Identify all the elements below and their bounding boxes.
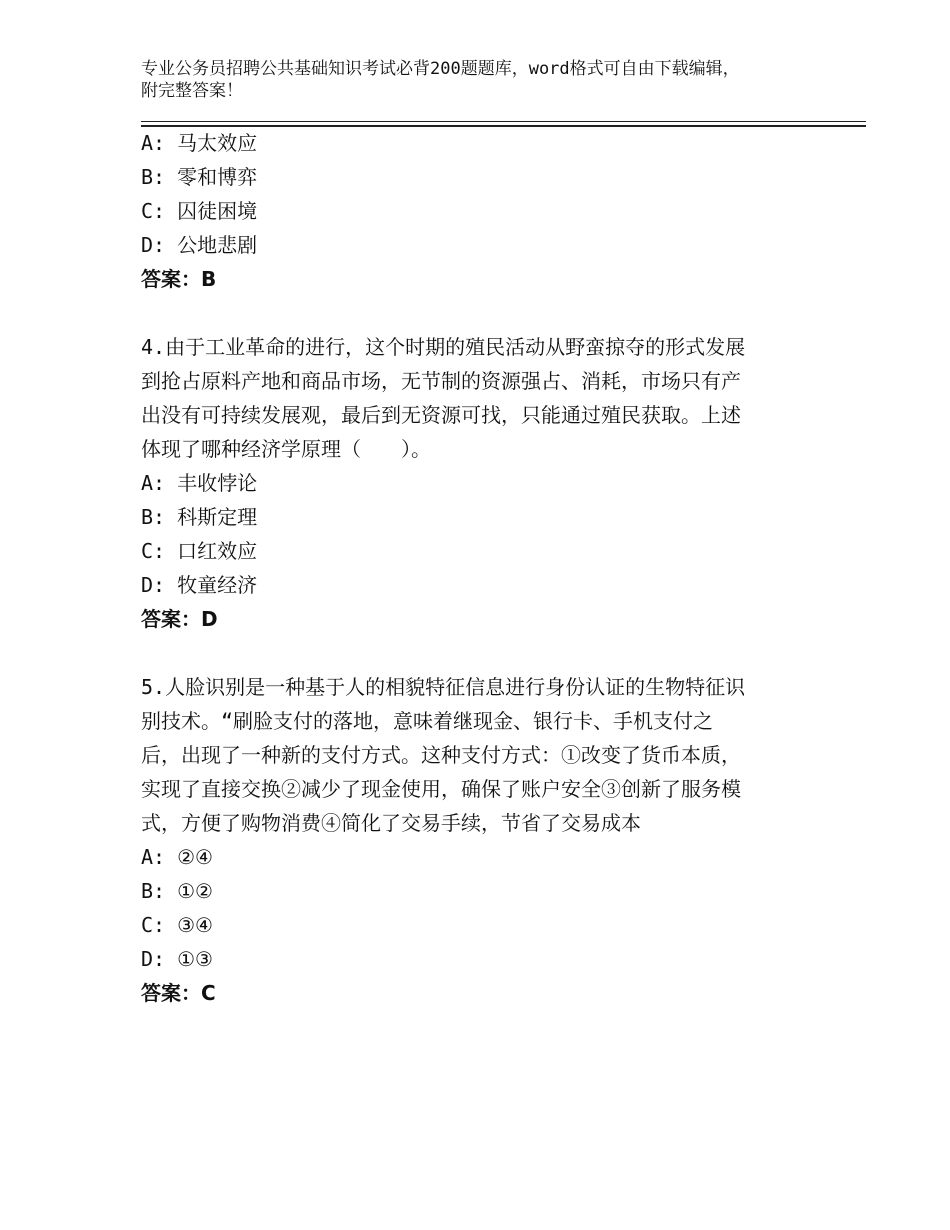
option-d: D: 公地悲剧 — [141, 233, 258, 257]
answer-label: 答案：C — [141, 981, 216, 1005]
header-line-1: 专业公务员招聘公共基础知识考试必背200题题库，word格式可自由下载编辑， — [141, 59, 740, 79]
option-a: A: ②④ — [141, 845, 213, 869]
option-a: A: 丰收悖论 — [141, 471, 258, 495]
option-b: B: 科斯定理 — [141, 505, 258, 529]
option-c: C: 口红效应 — [141, 539, 258, 563]
option-b: B: ①② — [141, 879, 213, 903]
option-d: D: ①③ — [141, 947, 213, 971]
question-text-line: 式，方便了购物消费④简化了交易手续，节省了交易成本 — [141, 811, 641, 835]
option-d: D: 牧童经济 — [141, 573, 258, 597]
option-a: A: 马太效应 — [141, 131, 258, 155]
question-text-line: 出没有可持续发展观，最后到无资源可找，只能通过殖民获取。上述 — [141, 403, 741, 427]
option-c: C: ③④ — [141, 913, 213, 937]
question-3 — [141, 126, 811, 296]
option-c: C: 囚徒困境 — [141, 199, 258, 223]
spacer — [141, 296, 811, 330]
question-text-line: 别技术。“刷脸支付的落地，意味着继现金、银行卡、手机支付之 — [141, 709, 714, 733]
question-5 — [141, 670, 811, 1010]
question-text-line: 体现了哪种经济学原理（ ）。 — [141, 437, 431, 461]
question-text-line: 4.由于工业革命的进行，这个时期的殖民活动从野蛮掠夺的形式发展 — [141, 335, 746, 359]
answer-label: 答案：B — [141, 267, 217, 291]
question-text-line: 5.人脸识别是一种基于人的相貌特征信息进行身份认证的生物特征识 — [141, 675, 746, 699]
header-line-2: 附完整答案！ — [141, 81, 243, 101]
page-header — [141, 58, 821, 102]
spacer — [141, 636, 811, 670]
question-4 — [141, 330, 811, 636]
question-text-line: 后，出现了一种新的支付方式。这种支付方式：①改变了货币本质， — [141, 743, 741, 767]
question-content — [141, 126, 811, 1010]
option-b: B: 零和博弈 — [141, 165, 258, 189]
header-divider-thin — [141, 121, 866, 122]
answer-label: 答案：D — [141, 607, 218, 631]
question-text-line: 实现了直接交换②减少了现金使用，确保了账户安全③创新了服务模 — [141, 777, 741, 801]
question-text-line: 到抢占原料产地和商品市场，无节制的资源强占、消耗，市场只有产 — [141, 369, 741, 393]
